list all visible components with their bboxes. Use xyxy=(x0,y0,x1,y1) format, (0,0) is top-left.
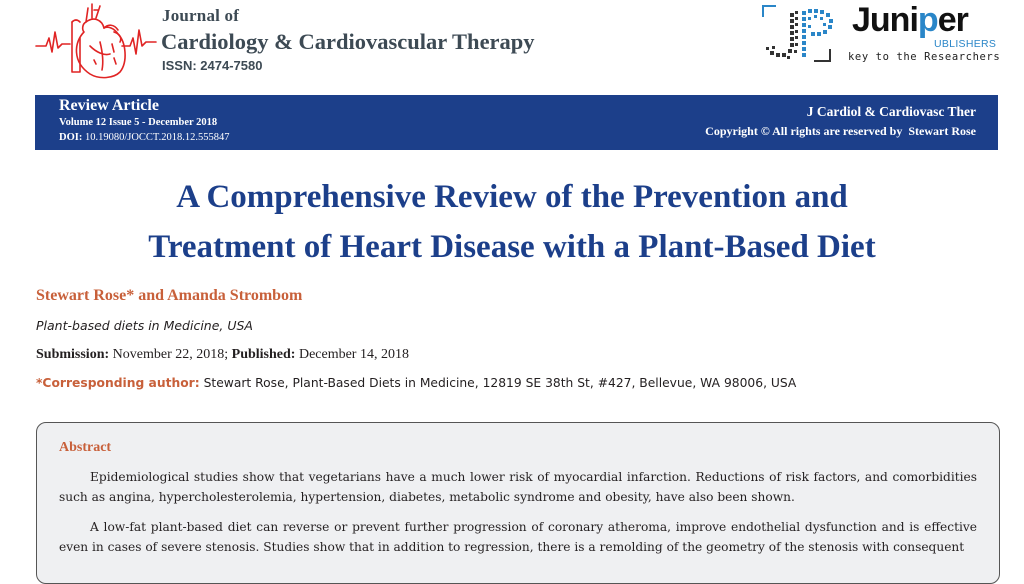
abstract-paragraph: Epidemiological studies show that vegetarians have a much lower risk of myocardial infarction. Reductions of risk factors, and comorbidities such as angina, hypercholesterolemia, hypertension, diabetes, metabolic syndrome and obesity, have also been shown. xyxy=(59,470,977,504)
article-title xyxy=(0,172,1024,272)
volume-issue: Volume 12 Issue 5 - December 2018 xyxy=(59,117,218,128)
dates xyxy=(36,347,409,363)
corresponding-author xyxy=(36,376,796,390)
publisher-tagline: key to the Researchers xyxy=(848,51,1001,63)
journal-of-label: Journal of xyxy=(162,6,240,25)
article-banner xyxy=(35,95,998,150)
journal-abbrev: J Cardiol & Cardiovasc Ther xyxy=(806,104,976,119)
copyright: Copyright © All rights are reserved by Stewart Rose xyxy=(705,124,976,138)
submission-label: Submission: xyxy=(36,347,110,362)
doi-link[interactable]: 10.19080/JOCCT.2018.12.555847 xyxy=(84,132,230,143)
affiliation: Plant-based diets in Medicine, USA xyxy=(36,318,253,333)
abstract-box xyxy=(36,422,1000,584)
abstract-paragraph: A low-fat plant-based diet can reverse or prevent further progression of coronary atheroma, improve endothelial dysfunction and is effective even in cases of severe stenosis. Studies show that in addition to regression, there is a remolding of the geometry of the stenosis with consequent xyxy=(59,520,977,554)
abstract-heading: Abstract xyxy=(59,440,112,455)
title-line-1: A Comprehensive Review of the Prevention and xyxy=(176,179,848,215)
publisher-sub: UBLISHERS xyxy=(934,38,997,50)
published-date: December 14, 2018 xyxy=(298,347,409,362)
article-type: Review Article xyxy=(59,97,159,114)
submission-date: November 22, 2018; xyxy=(112,347,229,362)
journal-header xyxy=(0,0,1024,92)
authors: Stewart Rose* and Amanda Strombom xyxy=(36,287,303,304)
journal-name: Cardiology & Cardiovascular Therapy xyxy=(161,29,535,54)
doi: DOI: 10.19080/JOCCT.2018.12.555847 xyxy=(59,132,230,143)
title-line-2: Treatment of Heart Disease with a Plant-Based Diet xyxy=(148,229,876,265)
issn: ISSN: 2474-7580 xyxy=(162,58,263,73)
heart-ecg-logo-icon xyxy=(34,2,158,82)
published-label: Published: xyxy=(231,347,296,362)
corresponding-label: *Corresponding author: xyxy=(36,376,200,390)
jp-publisher-logo-icon xyxy=(760,3,860,65)
publisher-name: Juniper xyxy=(852,1,968,39)
corresponding-text: Stewart Rose, Plant-Based Diets in Medicine, 12819 SE 38th St, #427, Bellevue, WA 98006, USA xyxy=(203,376,797,390)
